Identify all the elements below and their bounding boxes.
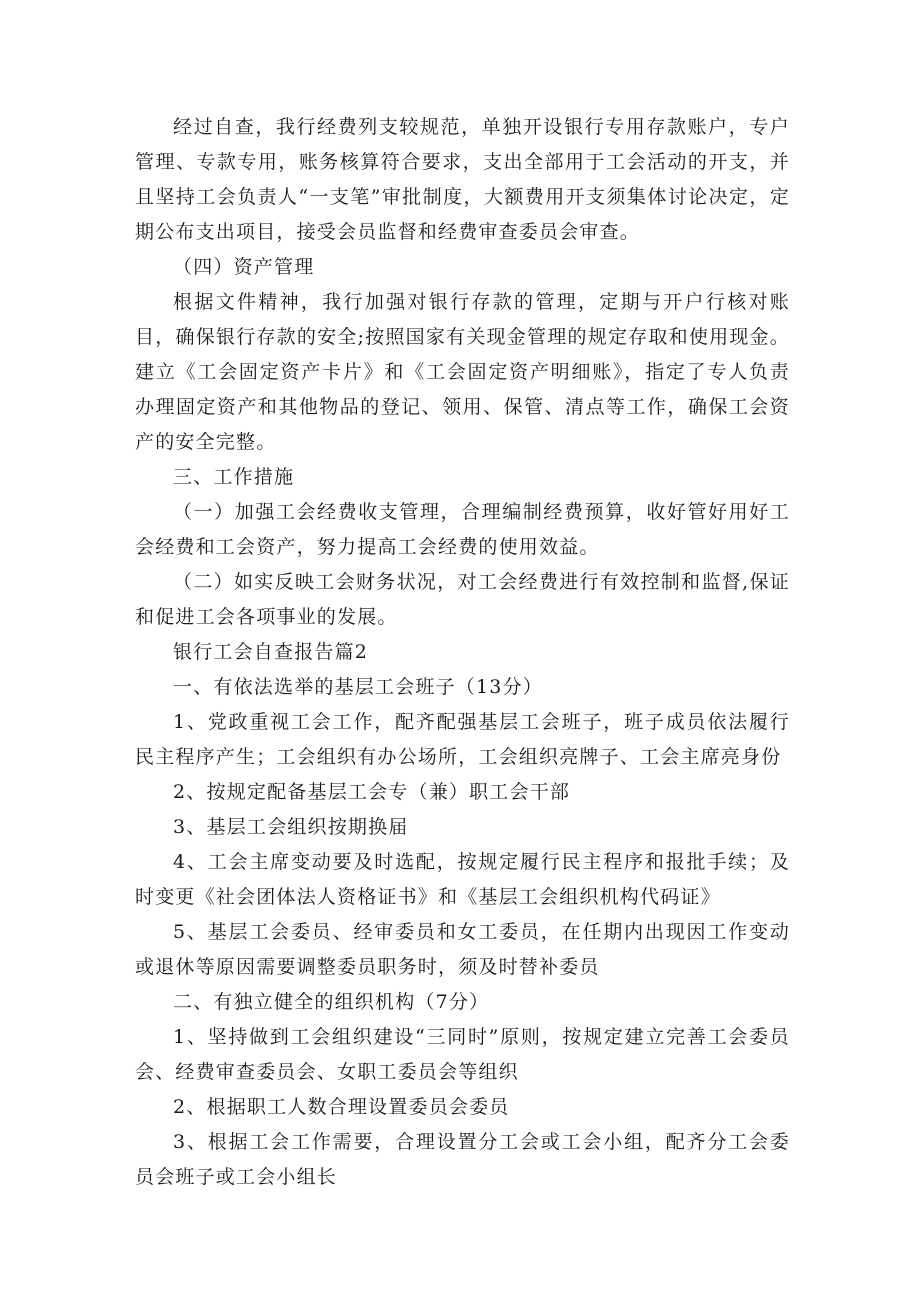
document-body <box>135 110 790 1195</box>
report-title-part-2: 银行工会自查报告篇2 <box>173 641 369 663</box>
list-item: 5、基层工会委员、经审委员和女工委员，在任期内出现因工作变动或退休等原因需要调整委员职务时，须及时替补委员 <box>135 921 790 978</box>
list-item: 3、基层工会组织按期换届 <box>173 816 409 838</box>
list-item: 1、坚持做到工会组织建设“三同时”原则，按规定建立完善工会委员会、经费审查委员会、女职工委员会等组织 <box>135 1026 790 1083</box>
paragraph-1: 经过自查，我行经费列支较规范，单独开设银行专用存款账户，专户管理、专款专用，账务核算符合要求，支出全部用于工会活动的开支，并且坚持工会负责人“一支笔”审批制度，大额费用开支须集体讨论决定，定期公布支出项目，接受会员监督和经费审查委员会审查。 <box>135 116 790 243</box>
section-heading-asset-management: （四）资产管理 <box>173 256 315 278</box>
list-item: 2、根据职工人数合理设置委员会委员 <box>173 1096 510 1118</box>
list-item: 2、按规定配备基层工会专（兼）职工会干部 <box>173 781 571 803</box>
paragraph-5: （一）加强工会经费收支管理，合理编制经费预算，收好管好用好工会经费和工会资产，努力提高工会经费的使用效益。 <box>135 501 790 558</box>
section-heading-work-measures: 三、工作措施 <box>173 466 295 488</box>
list-item: 3、根据工会工作需要，合理设置分工会或工会小组，配齐分工会委员会班子或工会小组长 <box>135 1131 790 1188</box>
paragraph-3: 根据文件精神，我行加强对银行存款的管理，定期与开户行核对账目，确保银行存款的安全;按照国家有关现金管理的规定存取和使用现金。建立《工会固定资产卡片》和《工会固定资产明细账》，指定了专人负责办理固定资产和其他物品的登记、领用、保管、清点等工作，确保工会资产的安全完整。 <box>135 291 790 453</box>
section-heading-1: 一、有依法选举的基层工会班子（13分） <box>173 676 543 698</box>
section-heading-2: 二、有独立健全的组织机构（7分） <box>173 991 490 1013</box>
list-item: 4、工会主席变动要及时选配，按规定履行民主程序和报批手续；及时变更《社会团体法人资格证书》和《基层工会组织机构代码证》 <box>135 851 790 908</box>
paragraph-6: （二）如实反映工会财务状况，对工会经费进行有效控制和监督,保证和促进工会各项事业的发展。 <box>135 571 790 628</box>
list-item: 1、党政重视工会工作，配齐配强基层工会班子，班子成员依法履行民主程序产生；工会组织有办公场所，工会组织亮牌子、工会主席亮身份 <box>135 711 790 768</box>
